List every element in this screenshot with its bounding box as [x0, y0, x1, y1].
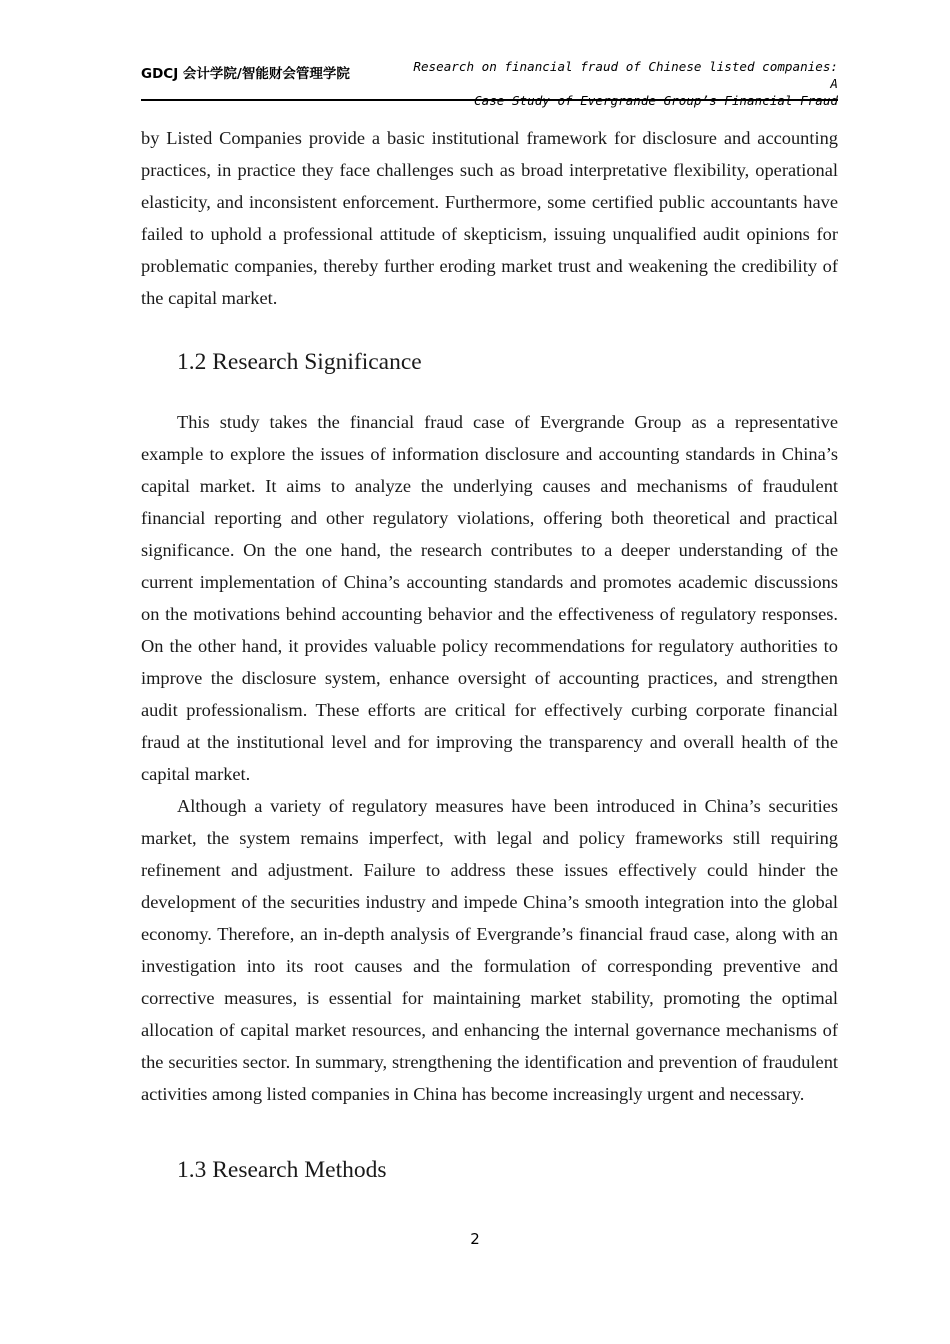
- spacer-after-heading-1-2: [141, 378, 838, 406]
- page-footer: [0, 1230, 950, 1249]
- heading-1-3-research-methods: 1.3 Research Methods: [177, 1157, 387, 1183]
- paragraph-research-significance-2: Although a variety of regulatory measures have been introduced in China’s securities market, the system remains imperfect, with legal and policy frameworks still requiring refinement and adjustment. Failure to address these issues effectively could hinder the development of the securities industry and impede China’s smooth integration into the global economy. Therefore, an in-depth analysis of Evergrande’s financial fraud case, along with an investigation into its root causes and the formulation of corresponding preventive and corrective measures, is essential for maintaining market stability, promoting the optimal allocation of capital market resources, and enhancing the internal governance mechanisms of the securities sector. In summary, strengthening the identification and prevention of fraudulent activities among listed companies in China has become increasingly urgent and necessary.: [141, 796, 838, 1104]
- spacer-before-heading-1-2: [141, 314, 838, 346]
- page-number: 2: [470, 1230, 480, 1248]
- page-header: [141, 58, 838, 108]
- page-header-row: [141, 58, 838, 109]
- header-title-block: [408, 58, 838, 109]
- header-title-line-1: Research on financial fraud of Chinese listed companies: A: [413, 59, 838, 91]
- paragraph-research-significance-1: This study takes the financial fraud case of Evergrande Group as a representative example to explore the issues of information disclosure and accounting standards in China’s capital market. It aims to analyze the underlying causes and mechanisms of fraudulent financial reporting and other regulatory violations, offering both theoretical and practical significance. On the one hand, the research contributes to a deeper understanding of the current implementation of China’s accounting standards and promotes academic discussions on the motivations behind accounting behavior and the effectiveness of regulatory responses. On the other hand, it provides valuable policy recommendations for regulatory authorities to improve the disclosure system, enhance oversight of accounting practices, and strengthen audit professionalism. These efforts are critical for effectively curbing corporate financial fraud at the institutional level and for improving the transparency and overall health of the capital market.: [141, 412, 838, 784]
- heading-1-2-research-significance: 1.2 Research Significance: [177, 349, 422, 375]
- spacer-before-heading-1-3: [141, 1110, 838, 1154]
- header-divider-rule: [141, 99, 838, 101]
- header-title-line-2: Case Study of Evergrande Group’s Financial Fraud: [474, 93, 838, 108]
- paragraph-continued: by Listed Companies provide a basic institutional framework for disclosure and accounting practices, in practice they face challenges such as broad interpretative flexibility, operational elasticity, and inconsistent enforcement. Furthermore, some certified public accountants have failed to uphold a professional attitude of skepticism, issuing unqualified audit opinions for problematic companies, thereby further eroding market trust and weakening the credibility of the capital market.: [141, 128, 838, 308]
- header-institution-label: GDCJ 会计学院/智能财会管理学院: [141, 66, 350, 82]
- page-content: [141, 122, 838, 1186]
